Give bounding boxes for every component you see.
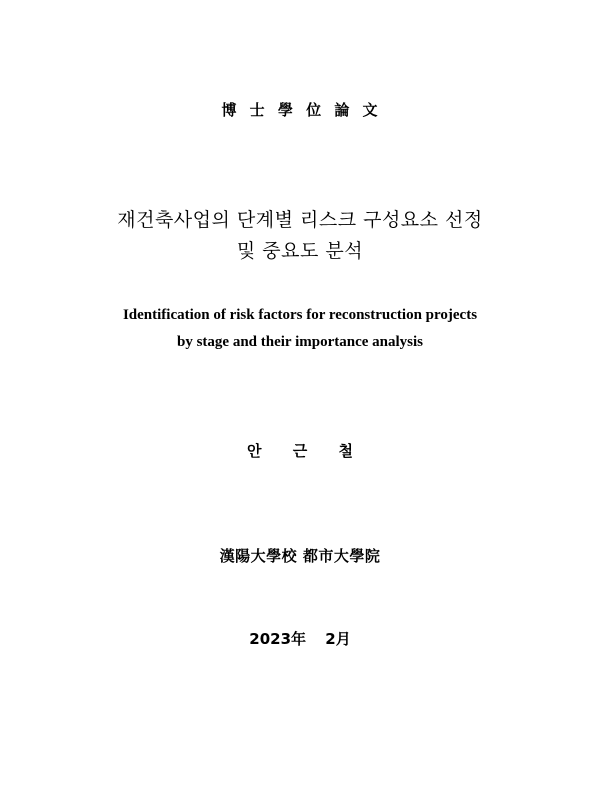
- submission-date: 2023年 2月: [249, 630, 351, 648]
- korean-title-line-2: 및 중요도 분석: [236, 240, 364, 262]
- english-title: [0, 302, 600, 356]
- english-title-line-2: by stage and their importance analysis: [177, 334, 423, 350]
- korean-title-line-1: 재건축사업의 단계별 리스크 구성요소 선정: [117, 209, 483, 231]
- english-title-line-1: Identification of risk factors for reconstruction projects: [122, 307, 478, 323]
- korean-title: [0, 205, 600, 267]
- school-name: 漢陽大學校 都市大學院: [219, 547, 381, 565]
- degree-label: 博 士 學 位 論 文: [221, 101, 379, 119]
- author-name: 안 근 철: [247, 442, 353, 460]
